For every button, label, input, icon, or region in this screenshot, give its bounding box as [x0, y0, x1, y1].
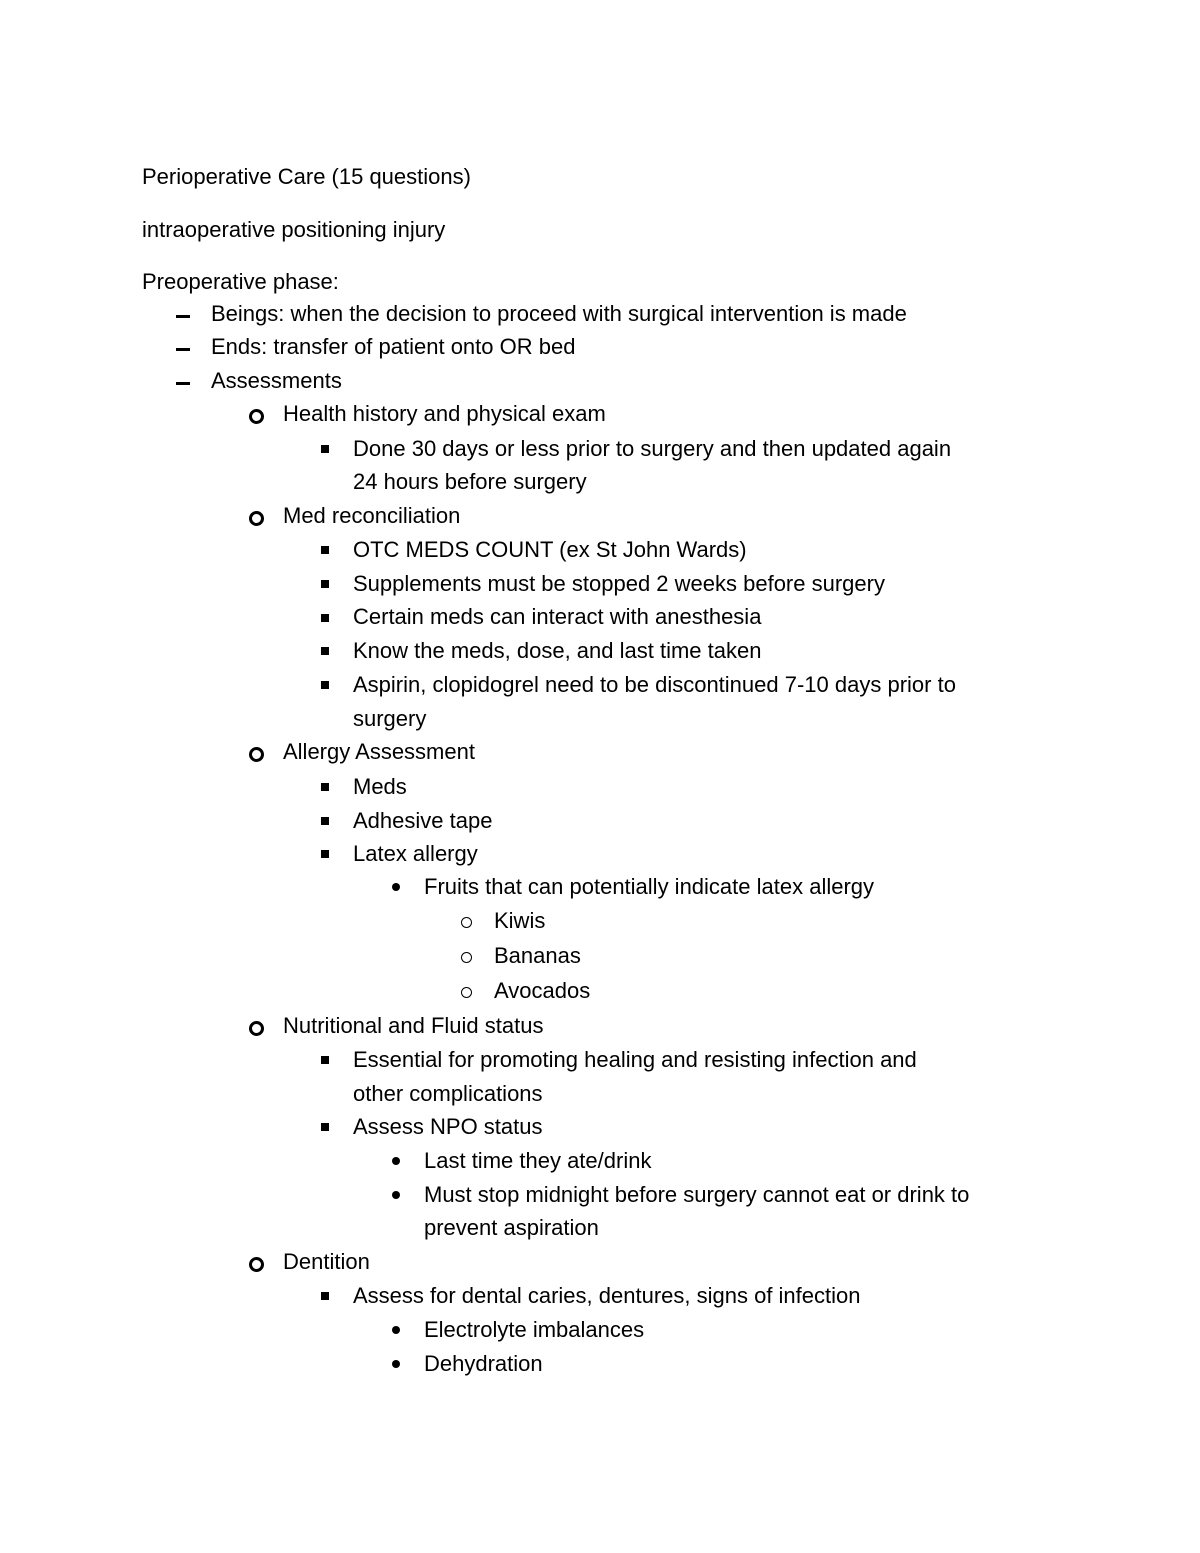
- list-item-med-reconciliation: Med reconciliation: [283, 503, 461, 528]
- list-item-npo-1: Last time they ate/drink: [424, 1148, 652, 1173]
- list-item-mr-3: Certain meds can interact with anesthesia: [353, 604, 762, 629]
- section-heading: Preoperative phase:: [142, 269, 339, 294]
- square-bullet: [321, 445, 329, 453]
- list-item-nutritional-status: Nutritional and Fluid status: [283, 1013, 544, 1038]
- list-item-mr-5-cont: surgery: [353, 706, 427, 731]
- ring-bullet: [249, 747, 264, 762]
- list-item-mr-5: Aspirin, clopidogrel need to be discontinued 7-10 days prior to: [353, 672, 956, 697]
- list-item-npo-2-cont: prevent aspiration: [424, 1215, 599, 1240]
- list-item-fruit-1: Kiwis: [494, 908, 546, 933]
- list-item-begins: Beings: when the decision to proceed with surgical intervention is made: [211, 301, 907, 326]
- square-bullet: [321, 1292, 329, 1300]
- square-bullet: [321, 614, 329, 622]
- dot-bullet: [392, 1326, 400, 1334]
- document-subtitle: intraoperative positioning injury: [142, 217, 446, 242]
- square-bullet: [321, 681, 329, 689]
- square-bullet: [321, 783, 329, 791]
- dot-bullet: [392, 883, 400, 891]
- dash-bullet: [176, 315, 190, 318]
- ring-bullet: [249, 1021, 264, 1036]
- dash-bullet: [176, 382, 190, 385]
- list-item-al-3: Latex allergy: [353, 841, 478, 866]
- square-bullet: [321, 850, 329, 858]
- document-title: Perioperative Care (15 questions): [142, 164, 471, 189]
- square-bullet: [321, 817, 329, 825]
- list-item-nf-2: Assess NPO status: [353, 1114, 543, 1139]
- list-item-allergy-assessment: Allergy Assessment: [283, 739, 475, 764]
- list-item-de-1-1: Electrolyte imbalances: [424, 1317, 645, 1342]
- square-bullet: [321, 546, 329, 554]
- circle-bullet: [461, 987, 472, 998]
- list-item-nf-1: Essential for promoting healing and resisting infection and: [353, 1047, 917, 1072]
- list-item-mr-2: Supplements must be stopped 2 weeks before surgery: [353, 571, 885, 596]
- list-item-al-3-1: Fruits that can potentially indicate latex allergy: [424, 874, 875, 899]
- dot-bullet: [392, 1360, 400, 1368]
- list-item-hh-1: Done 30 days or less prior to surgery and then updated again: [353, 436, 952, 461]
- circle-bullet: [461, 952, 472, 963]
- list-item-fruit-3: Avocados: [494, 978, 591, 1003]
- list-item-hh-1-cont: 24 hours before surgery: [353, 469, 587, 494]
- list-item-nf-1-cont: other complications: [353, 1081, 543, 1106]
- list-item-al-2: Adhesive tape: [353, 808, 493, 833]
- list-item-de-1: Assess for dental caries, dentures, signs of infection: [353, 1283, 861, 1308]
- list-item-mr-1: OTC MEDS COUNT (ex St John Wards): [353, 537, 747, 562]
- list-item-fruit-2: Bananas: [494, 943, 581, 968]
- dash-bullet: [176, 348, 190, 351]
- dot-bullet: [392, 1157, 400, 1165]
- list-item-assessments: Assessments: [211, 368, 342, 393]
- list-item-health-history: Health history and physical exam: [283, 401, 606, 426]
- dot-bullet: [392, 1191, 400, 1199]
- list-item-mr-4: Know the meds, dose, and last time taken: [353, 638, 762, 663]
- square-bullet: [321, 1123, 329, 1131]
- list-item-de-1-2: Dehydration: [424, 1351, 543, 1376]
- list-item-ends: Ends: transfer of patient onto OR bed: [211, 334, 576, 359]
- list-item-al-1: Meds: [353, 774, 407, 799]
- square-bullet: [321, 1056, 329, 1064]
- square-bullet: [321, 647, 329, 655]
- ring-bullet: [249, 511, 264, 526]
- circle-bullet: [461, 917, 472, 928]
- list-item-dentition: Dentition: [283, 1249, 370, 1274]
- ring-bullet: [249, 409, 264, 424]
- list-item-npo-2: Must stop midnight before surgery cannot eat or drink to: [424, 1182, 970, 1207]
- square-bullet: [321, 580, 329, 588]
- ring-bullet: [249, 1257, 264, 1272]
